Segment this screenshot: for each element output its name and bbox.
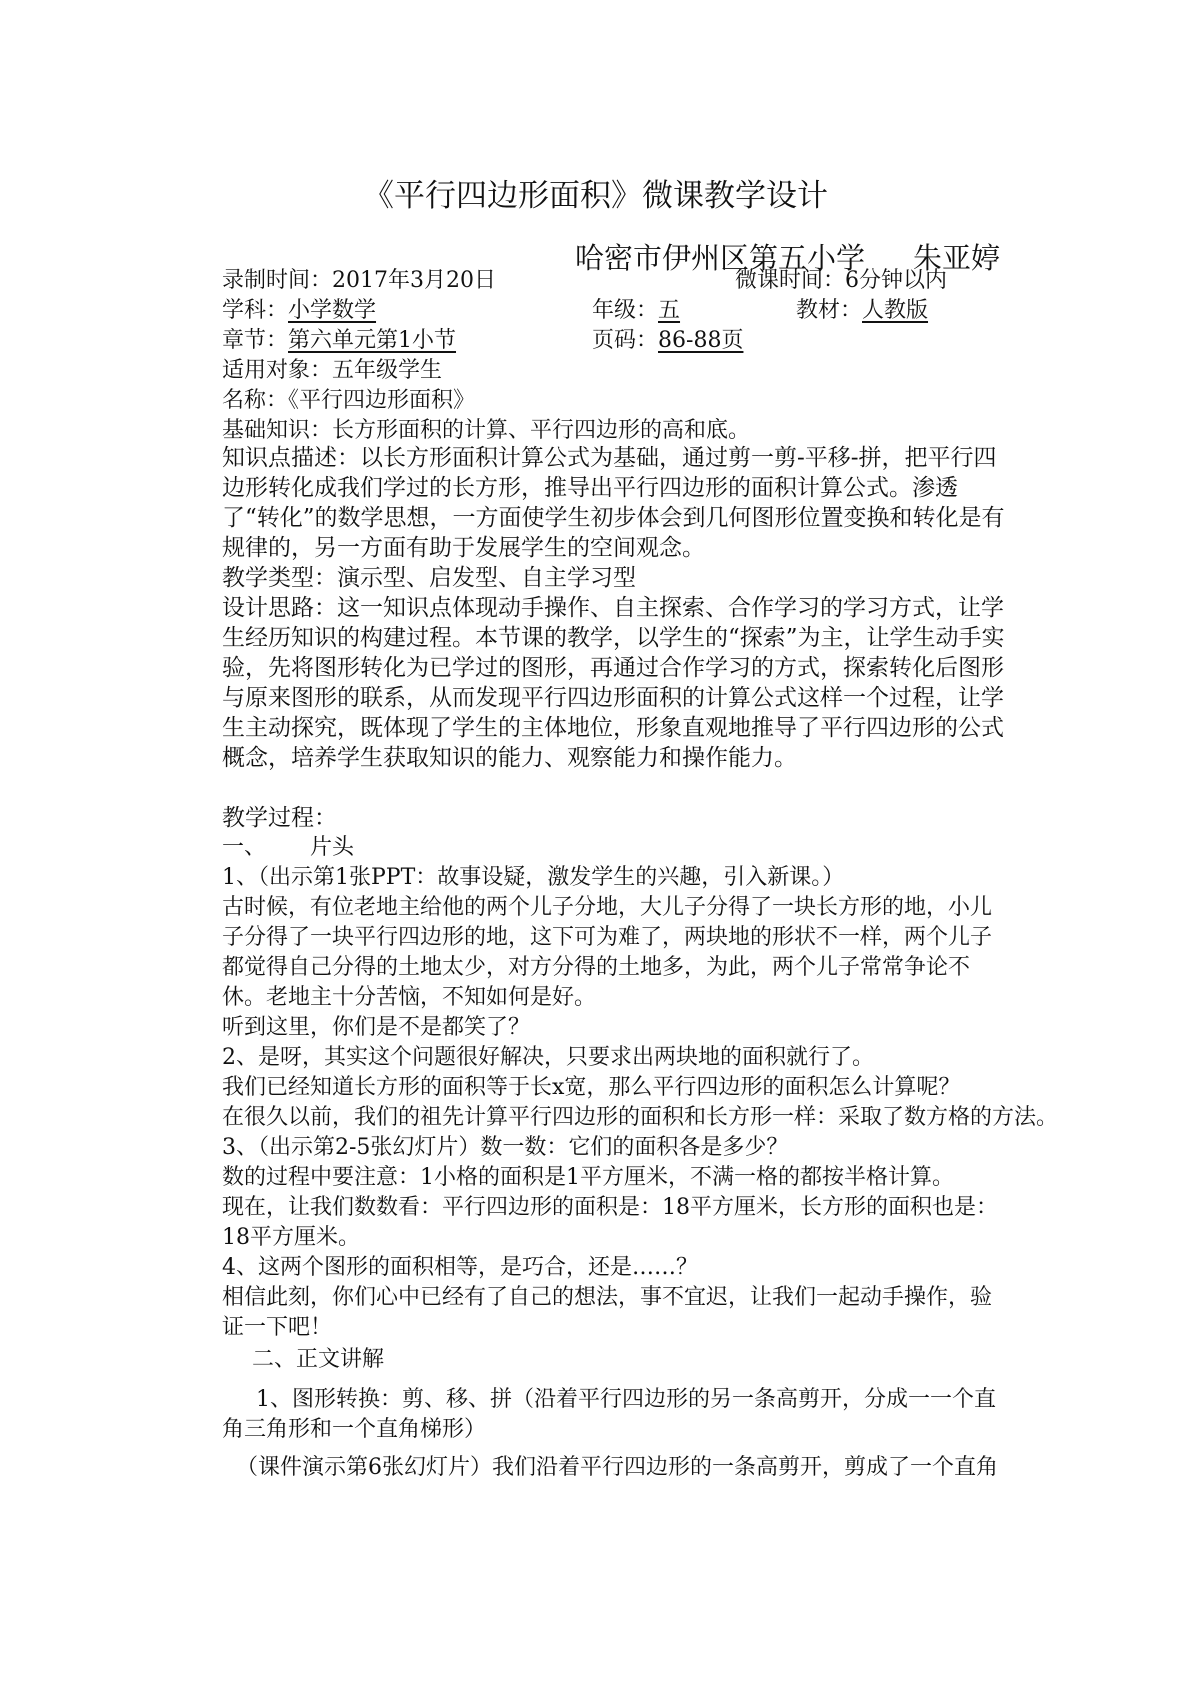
process-heading: 教学过程： [222,805,337,831]
record-time-value: 2017年3月20日 [332,268,496,293]
grade-value: 五 [658,298,681,323]
paragraph-5: 我们已经知道长方形的面积等于长x宽，那么平行四边形的面积怎么计算呢？ [222,1075,961,1100]
record-time [222,263,496,294]
paragraph-13: （课件演示第6张幻灯片）我们沿着平行四边形的一条高剪开，剪成了一个直角 [236,1455,998,1480]
basic-knowledge: 基础知识：长方形面积的计算、平行四边形的高和底。 [222,418,751,443]
paragraph-3: 听到这里，你们是不是都笑了？ [222,1015,531,1040]
textbook [796,293,928,324]
chapter-label: 章节： [222,328,289,353]
paragraph-11: 相信此刻，你们心中已经有了自己的想法，事不宜迟，让我们一起动手操作，验证一下吧！ [222,1285,993,1340]
chapter [222,323,456,354]
duration [735,263,947,294]
paragraph-2: 古时候，有位老地主给他的两个儿子分地，大儿子分得了一块长方形的地，小儿子分得了一块平行四边形的地，这下可为难了，两块地的形状不一样，两个儿子都觉得自己分得的土地太少，对方分得的土地多，为此，两个儿子常常争论不休。老地主十分苦恼，不知如何是好。 [222,895,993,1010]
pages-value: 86-88页 [658,328,744,353]
teaching-type: 教学类型：演示型、启发型、自主学习型 [222,565,636,591]
paragraph-4: 2、是呀，其实这个问题很好解决，只要求出两块地的面积就行了。 [222,1045,874,1070]
subject-label: 学科： [222,298,289,323]
paragraph-7: 3、（出示第2-5张幻灯片）数一数：它们的面积各是多少？ [222,1135,789,1160]
paragraph-10: 4、这两个图形的面积相等，是巧合，还是……？ [222,1255,698,1280]
duration-label: 微课时间： [735,268,846,293]
author-name: 朱亚婷 [913,241,1001,275]
section-1-number: 一、 [222,835,267,860]
grade-label: 年级： [592,298,659,323]
subject [222,293,376,324]
section-2-heading: 二、正文讲解 [252,1347,385,1372]
section-1-title: 片头 [310,835,355,860]
chapter-value: 第六单元第1小节 [288,328,457,353]
paragraph-12: 1、图形转换：剪、移、拼（沿着平行四边形的另一条高剪开，分成一一个直角三角形和一个直角梯形） [222,1387,996,1442]
school-name: 哈密市伊州区第五小学 [575,241,866,275]
duration-value: 6分钟以内 [845,268,948,293]
paragraph-6: 在很久以前，我们的祖先计算平行四边形的面积和长方形一样：采取了数方格的方法。 [222,1105,1059,1130]
grade [592,293,680,324]
pages [592,323,743,354]
design-idea: 设计思路：这一知识点体现动手操作、自主探索、合作学习的学习方式，让学生经历知识的构建过程。本节课的教学，以学生的“探索”为主，让学生动手实验，先将图形转化为已学过的图形，再通过合作学习的方式，探索转化后图形与原来图形的联系，从而发现平行四边形面积的计算公式这样一个过程，让学生主动探究，既体现了学生的主体地位，形象直观地推导了平行四边形的公式概念，培养学生获取知识的能力、观察能力和操作能力。 [222,595,1005,771]
document-title: 《平行四边形面积》微课教学设计 [363,178,828,214]
section-1-heading [222,833,354,863]
lesson-name: 名称：《平行四边形面积》 [222,388,476,413]
subject-value: 小学数学 [288,298,377,323]
record-time-label: 录制时间： [222,268,333,293]
paragraph-1: 1、（出示第1张PPT：故事设疑，激发学生的兴趣，引入新课。） [222,865,845,890]
paragraph-8: 数的过程中要注意：1小格的面积是1平方厘米，不满一格的都按半格计算。 [222,1165,954,1190]
knowledge-description: 知识点描述：以长方形面积计算公式为基础，通过剪一剪-平移-拼，把平行四边形转化成我们学过的长方形，推导出平行四边形的面积计算公式。渗透了“转化”的数学思想，一方面使学生初步体会到几何图形位置变换和转化是有规律的，另一方面有助于发展学生的空间观念。 [222,445,1005,561]
paragraph-9: 现在，让我们数数看：平行四边形的面积是：18平方厘米，长方形的面积也是：18平方厘米。 [222,1195,998,1250]
audience: 适用对象：五年级学生 [222,358,443,383]
pages-label: 页码： [592,328,659,353]
textbook-label: 教材： [796,298,863,323]
textbook-value: 人教版 [862,298,929,323]
